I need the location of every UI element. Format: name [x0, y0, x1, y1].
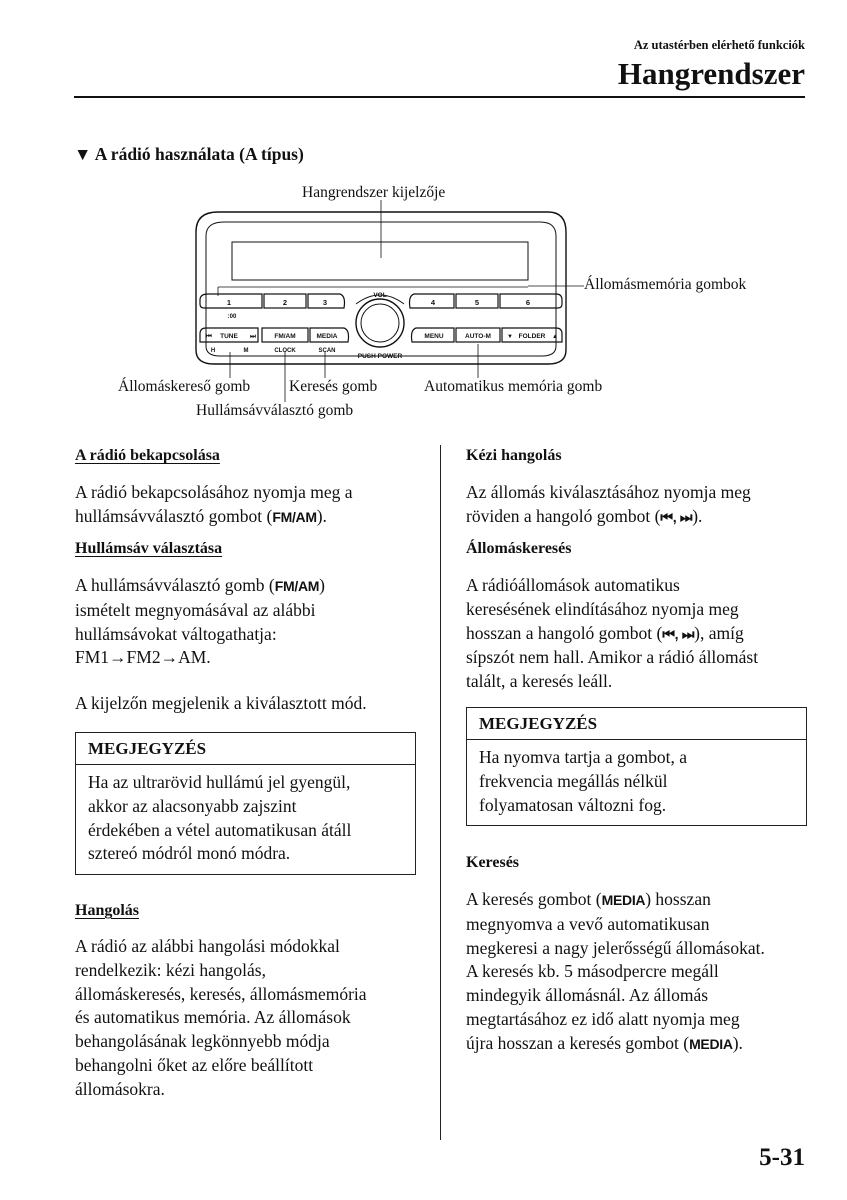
- heading-scan: Keresés: [466, 854, 520, 871]
- preset-1-label: 1: [226, 298, 232, 307]
- preset-4-label: 4: [430, 298, 436, 307]
- folder-label: FOLDER: [518, 333, 546, 340]
- volume-knob-inner: [361, 304, 399, 342]
- seek-icons: ⏮, ⏭: [662, 625, 695, 642]
- page-title: Hangrendszer: [617, 56, 805, 91]
- label-automemory-button: Automatikus memória gomb: [424, 378, 603, 395]
- fmam-label: FM/AM: [274, 333, 296, 340]
- note-body: Ha az ultrarövid hullámú jel gyengül, akkor az alacsonyabb zajszint érdekében a vétel automatikusan átáll sztereó módról monó módra.: [88, 772, 352, 864]
- preset-3-label: 3: [322, 298, 328, 307]
- preset-5-label: 5: [474, 298, 480, 307]
- media-inline-label: MEDIA: [601, 892, 646, 908]
- section-title-text: A rádió használata (A típus): [94, 144, 304, 164]
- label-display: Hangrendszer kijelzője: [302, 184, 446, 201]
- tune-next-icon: ⏭: [250, 333, 256, 340]
- page-number: 5-31: [759, 1144, 805, 1171]
- note-heading: MEGJEGYZÉS: [467, 708, 806, 740]
- fmam-inline-label: FM/AM: [272, 508, 317, 525]
- heading-band-select: Hullámsáv választása: [75, 540, 223, 557]
- media-label: MEDIA: [316, 333, 338, 340]
- volume-knob[interactable]: [356, 299, 404, 347]
- label-seek-button: Állomáskereső gomb: [118, 378, 251, 395]
- preset-1-sublabel: :00: [227, 314, 237, 320]
- radio-diagram: [0, 0, 847, 440]
- paragraph-scan: A keresés gombot (MEDIA) hosszan megnyomva a vevő automatikusan megkeresi a nagy jelerősségű állomásokat. A keresés kb. 5 másodpercre megáll mindegyik állomásnál. Az állomás megtartásához ez idő alatt nyomja meg újra hosszan a keresés gombot (MEDIA).: [466, 889, 765, 1053]
- heading-tuning: Hangolás: [75, 902, 140, 919]
- tune-m-label: M: [243, 348, 249, 354]
- heading-seek: Állomáskeresés: [466, 540, 572, 557]
- preset-2-label: 2: [282, 298, 288, 307]
- automemory-label: AUTO-M: [465, 333, 491, 340]
- scan-label: SCAN: [318, 348, 336, 354]
- label-preset-buttons: Állomásmemória gombok: [584, 276, 747, 293]
- paragraph-band-select: A hullámsávválasztó gomb (FM/AM) ismételt megnyomásával az alábbi hullámsávokat váltogathatja: FM1→FM2→AM. A kijelzőn megjelenik a kiválasztott mód.: [75, 575, 367, 714]
- note-body: Ha nyomva tartja a gombot, a frekvencia megállás nélkül folyamatosan változni fog.: [479, 747, 687, 815]
- folder-up-icon: ▲: [552, 334, 558, 340]
- chapter-subtitle: Az utastérben elérhető funkciók: [633, 38, 805, 52]
- menu-label: MENU: [424, 333, 444, 340]
- note-heading: MEGJEGYZÉS: [76, 733, 415, 765]
- preset-6-label: 6: [525, 298, 531, 307]
- folder-down-icon: ▼: [507, 334, 513, 340]
- tune-prev-icon: ⏮: [206, 333, 212, 340]
- heading-manual-tuning: Kézi hangolás: [466, 447, 562, 464]
- media-inline-label: MEDIA: [689, 1035, 733, 1052]
- radio-display: [232, 242, 528, 280]
- paragraph-manual-tuning: Az állomás kiválasztásához nyomja meg röviden a hangoló gombot (⏮, ⏭).: [466, 482, 751, 526]
- tune-label: TUNE: [220, 333, 238, 340]
- seek-icons: ⏮, ⏭: [660, 508, 693, 525]
- note-box-right: [466, 707, 807, 826]
- paragraph-tuning: A rádió az alábbi hangolási módokkal rendelkezik: kézi hangolás, állomáskeresés, keresés, állomásmemória és automatikus memória. Az állomások behangolásának legkönnyebb módja behangolni őket az előre beállított állomásokra.: [75, 936, 367, 1099]
- paragraph-radio-on: A rádió bekapcsolásához nyomja meg a hullámsávválasztó gombot (FM/AM).: [75, 482, 353, 526]
- paragraph-seek: A rádióállomások automatikus keresésének elindításához nyomja meg hosszan a hangoló gombot (⏮, ⏭), amíg sípszót nem hall. Amikor a rádió állomást talált, a keresés leáll.: [466, 575, 759, 692]
- column-divider: [440, 445, 441, 1140]
- triangle-marker-icon: ▼: [74, 144, 92, 164]
- push-power-label: PUSH POWER: [357, 353, 403, 360]
- clock-label: CLOCK: [274, 348, 296, 354]
- label-band-button: Hullámsávválasztó gomb: [196, 402, 354, 419]
- preset-button-6[interactable]: [500, 294, 562, 308]
- note-box-left: [75, 732, 416, 875]
- fmam-inline-label: FM/AM: [274, 578, 320, 594]
- label-scan-button: Keresés gomb: [289, 378, 378, 395]
- vol-label: VOL: [373, 292, 387, 299]
- tune-h-label: H: [210, 348, 216, 354]
- heading-radio-on: A rádió bekapcsolása: [75, 447, 220, 464]
